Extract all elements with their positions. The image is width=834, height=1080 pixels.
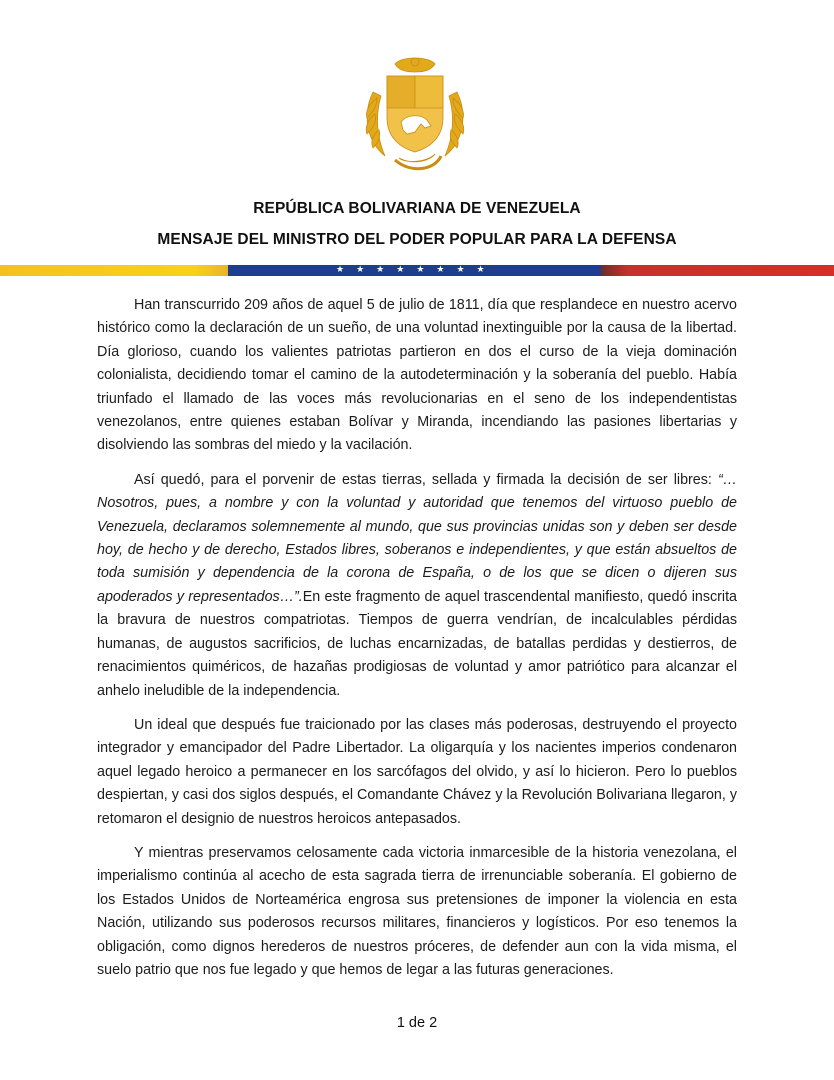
paragraph-text: Un ideal que después fue traicionado por las clases más poderosas, destruyendo el proyecto integrador y emancipador del Padre Libertador. La oligarquía y los nacientes imperios condenaron aquel legado heroico a permanecer en los sarcófagos del olvido, y así lo hicieron. Pero lo pueblos despiertan, y casi dos siglos después, el Comandante Chávez y la Revolución Bolivariana llegaron, y retomaron el designio de nuestros heroicos antepasados. [97,716,737,827]
document-subtitle: MENSAJE DEL MINISTRO DEL PODER POPULAR PARA LA DEFENSA [157,231,677,248]
paragraph-text: Han transcurrido 209 años de aquel 5 de julio de 1811, día que resplandece en nuestro acervo histórico como la declaración de un sueño, de una voluntad inextinguible por la causa de la libertad. Día glorioso, cuando los valientes patriotas partieron en dos el curso de la vieja dominación colonialista, decidiendo tomar el camino de la autodeterminación y la soberanía del pueblo. Había triunfado el llamado de las voces más revolucionarias en el seno de los independentistas venezolanos, entre quienes estaban Bolívar y Miranda, incendiando las pasiones libertarias y disolviendo las sombras del miedo y la vacilación. [97,297,737,454]
star-icon: ★ [416,265,425,275]
declaration-quote: “…Nosotros, pues, a nombre y con la voluntad y autoridad que tenemos del virtuoso pueblo de Venezuela, declaramos solemnemente al mundo, que sus provincias unidas son y deben ser desde hoy, de hecho y de derecho, Estados libres, soberanos e independientes, y que están absueltos de toda sumisión y dependencia de la corona de España, o de los que se dicen o dijeren sus apoderados y representados…”. [97,471,737,605]
message-body [97,294,737,993]
star-icon: ★ [356,265,365,275]
flag-stars [336,265,485,275]
star-icon: ★ [456,265,465,275]
star-icon: ★ [476,265,485,275]
flag-red-band [601,265,834,276]
document-title: REPÚBLICA BOLIVARIANA DE VENEZUELA [253,200,581,217]
paragraph [97,469,737,703]
page-number: 1 de 2 [396,1015,438,1031]
coat-of-arms-icon [355,52,475,182]
paragraph-text: En este fragmento de aquel trascendental manifiesto, quedó inscrita la bravura de nuestros compatriotas. Tiempos de guerra vendrían, de incalculables pérdidas humanas, de augustos sacrificios, de luchas encarnizadas, de batallas perdidas y destierros, de renacimientos quiméricos, de hazañas prodigiosas de voluntad y amor patriótico para alcanzar el anhelo ineludible de la independencia. [97,588,737,699]
star-icon: ★ [396,265,405,275]
star-icon: ★ [376,265,385,275]
paragraph-text: Así quedó, para el porvenir de estas tierras, sellada y firmada la decisión de ser libres: [134,471,718,488]
paragraph [97,842,737,982]
flag-divider [0,265,834,276]
paragraph-text: Y mientras preservamos celosamente cada victoria inmarcesible de la historia venezolana, el imperialismo continúa al acecho de esta sagrada tierra de irrenunciable soberanía. El gobierno de los Estados Unidos de Norteamérica engrosa sus pretensiones de imponer la violencia en esta Nación, utilizando sus poderosos recursos militares, financieros y logísticos. Por eso tenemos la obligación, como dignos herederos de nuestros próceres, de defender aun con la vida misma, el suelo patrio que nos fue legado y que hemos de legar a las futuras generaciones. [97,844,737,978]
paragraph [97,294,737,458]
flag-yellow-band [0,265,228,276]
star-icon: ★ [436,265,445,275]
paragraph [97,714,737,831]
flag-blue-band [228,265,601,276]
star-icon: ★ [336,265,345,275]
